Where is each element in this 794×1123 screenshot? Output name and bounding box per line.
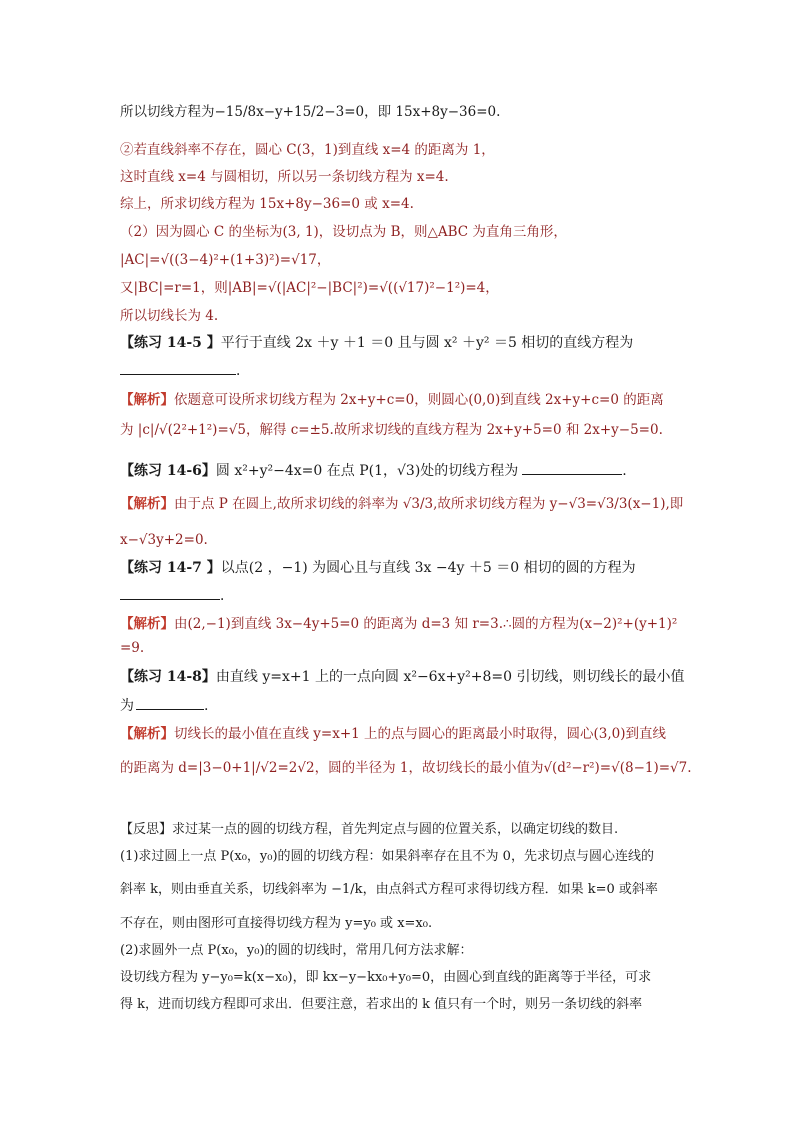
exercise-tag: 【练习 14-7 】 xyxy=(120,560,221,576)
answer-blank-row: . xyxy=(120,585,680,606)
reflection-point-1b: 斜率 k，则由垂直关系，切线斜率为 −1/k，由点斜式方程可求得切线方程．如果 k=0 或斜率 xyxy=(120,882,658,897)
answer-blank xyxy=(136,695,204,710)
solution-14-5-a xyxy=(120,390,680,410)
solution-tag: 【解析】 xyxy=(120,392,174,408)
case-line-x4: 这时直线 x=4 与圆相切，所以另一条切线方程为 x=4. xyxy=(120,169,449,185)
exercise-text: 以点(2 ，−1) 为圆心且与直线 3x −4y ＋5 ＝0 相切的圆的方程为 xyxy=(220,560,636,576)
solution-text: 由(2,−1)到直线 3x−4y+5=0 的距离为 d=3 知 r=3.∴圆的方程为(x−2)²+(y+1)² xyxy=(174,616,678,632)
reflection-point-2c: 得 k，进而切线方程即可求出．但要注意，若求出的 k 值只有一个时，则另一条切线的斜率 xyxy=(120,997,643,1012)
solution-14-8-a xyxy=(120,724,680,744)
case-slope-undefined: ②若直线斜率不存在，圆心 C(3，1)到直线 x=4 的距离为 1， xyxy=(120,142,495,158)
reflection-point-2: (2)求圆外一点 P(x₀，y₀)的圆的切线时，常用几何方法求解： xyxy=(120,943,473,958)
solution-14-7-b: =9. xyxy=(120,640,145,656)
solution-14-7-a xyxy=(120,614,680,634)
exercise-14-7 xyxy=(120,558,680,578)
reflection-point-2b: 设切线方程为 y−y₀=k(x−x₀)，即 kx−y−kx₀+y₀=0，由圆心到直线的距离等于半径，可求 xyxy=(120,970,652,985)
exercise-text-cont: 为 xyxy=(120,698,134,714)
exercise-14-8 xyxy=(120,667,685,687)
reflection-intro xyxy=(120,820,680,840)
answer-blank xyxy=(120,360,236,375)
answer-blank xyxy=(120,585,220,600)
solution-14-6-b: x−√3y+2=0. xyxy=(120,532,208,548)
solution-text: 依题意可设所求切线方程为 2x+y+c=0，则圆心(0,0)到直线 2x+y+c=0 的距离 xyxy=(174,392,664,408)
summary-line: 综上，所求切线方程为 15x+8y−36=0 或 x=4. xyxy=(120,196,414,212)
exercise-tag: 【练习 14-5 】 xyxy=(120,335,221,351)
solution-text: 切线长的最小值在直线 y=x+1 上的点与圆心的距离最小时取得，圆心(3,0)到直线 xyxy=(174,726,667,742)
ac-length: |AC|=√((3−4)²+(1+3)²)=√17， xyxy=(120,252,331,268)
exercise-14-5 xyxy=(120,333,680,353)
tangent-length-result: 所以切线长为 4. xyxy=(120,308,219,324)
answer-blank-row: 为 . xyxy=(120,695,680,716)
exercise-text: 平行于直线 2x ＋y ＋1 ＝0 且与圆 x² ＋y² ＝5 相切的直线方程为 xyxy=(220,335,634,351)
ab-length: 又|BC|=r=1，则|AB|=√(|AC|²−|BC|²)=√((√17)²−1²)=4， xyxy=(120,280,499,296)
solution-14-6-a xyxy=(120,494,684,514)
exercise-text: 由直线 y=x+1 上的一点向圆 x²−6x+y²+8=0 引切线，则切线长的最小值 xyxy=(215,669,685,685)
solution-14-5-b: 为 |c|/√(2²+1²)=√5，解得 c=±5.故所求切线的直线方程为 2x+y+5=0 和 2x+y−5=0. xyxy=(120,422,663,438)
answer-blank-row: . xyxy=(120,360,680,381)
solution-14-8-b: 的距离为 d=|3−0+1|/√2=2√2，圆的半径为 1，故切线长的最小值为√(d²−r²)=√(8−1)=√7. xyxy=(120,760,692,776)
part2-intro: （2）因为圆心 C 的坐标为(3, 1)，设切点为 B，则△ABC 为直角三角形， xyxy=(120,224,567,240)
exercise-text: 圆 x²+y²−4x=0 在点 P(1，√3)处的切线方程为 xyxy=(215,463,519,479)
tangent-line-result: 所以切线方程为−15/8x−y+15/2−3=0，即 15x+8y−36=0. xyxy=(120,104,501,120)
reflection-point-1: (1)求过圆上一点 P(x₀，y₀)的圆的切线方程：如果斜率存在且不为 0，先求切点与圆心连线的 xyxy=(120,849,654,864)
solution-tag: 【解析】 xyxy=(120,496,174,512)
solution-tag: 【解析】 xyxy=(120,616,174,632)
solution-tag: 【解析】 xyxy=(120,726,174,742)
exercise-14-6: 【练习 14-6】圆 x²+y²−4x=0 在点 P(1，√3)处的切线方程为 . xyxy=(120,460,680,481)
reflection-tag: 【反思】 xyxy=(120,822,173,837)
exercise-tag: 【练习 14-6】 xyxy=(120,463,216,479)
exercise-tag: 【练习 14-8】 xyxy=(120,669,216,685)
solution-text: 由于点 P 在圆上,故所求切线的斜率为 √3/3,故所求切线方程为 y−√3=√3/3(x−1),即 xyxy=(174,496,684,512)
answer-blank xyxy=(522,460,622,475)
reflection-point-1c: 不存在，则由图形可直接得切线方程为 y=y₀ 或 x=x₀. xyxy=(120,916,433,931)
reflection-text: 求过某一点的圆的切线方程，首先判定点与圆的位置关系，以确定切线的数目. xyxy=(172,822,619,837)
